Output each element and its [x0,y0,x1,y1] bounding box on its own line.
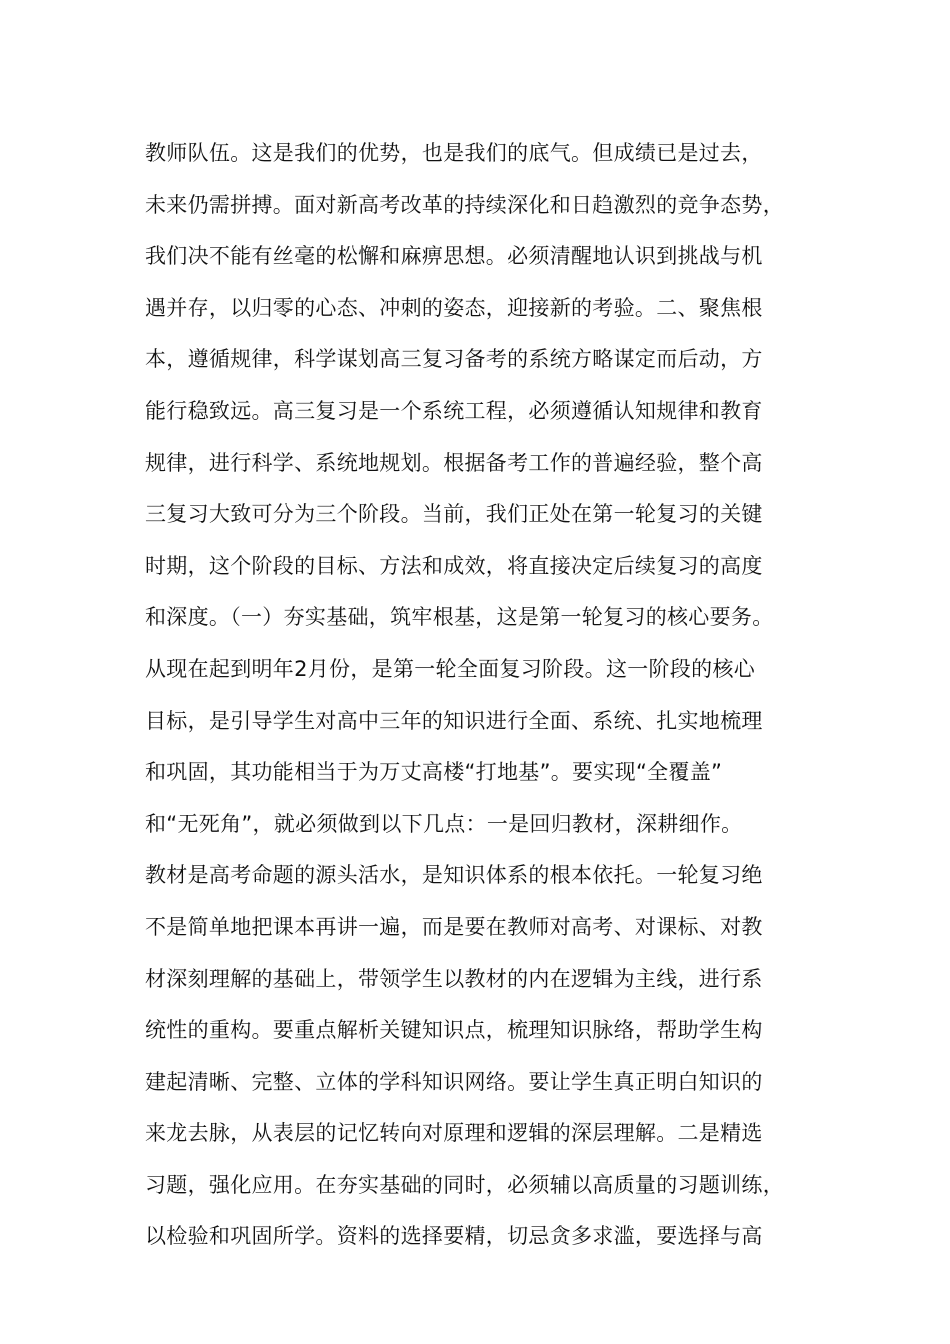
text-line: 三复习大致可分为三个阶段。当前，我们正处在第一轮复习的关键 [145,502,763,527]
text-line: 规律，进行科学、系统地规划。根据备考工作的普遍经验，整个高 [145,450,763,475]
text-line: 以检验和巩固所学。资料的选择要精，切忌贪多求滥，要选择与高 [145,1224,763,1249]
text-line: 教师队伍。这是我们的优势，也是我们的底气。但成绩已是过去， [145,141,763,165]
text-line: 遇并存，以归零的心态、冲刺的姿态，迎接新的考验。二、聚焦根 [145,295,763,320]
text-line: 统性的重构。要重点解析关键知识点，梳理知识脉络，帮助学生构 [145,1018,763,1043]
text-line: 习题，强化应用。在夯实基础的同时，必须辅以高质量的习题训练， [145,1172,784,1197]
text-line: 不是简单地把课本再讲一遍，而是要在教师对高考、对课标、对教 [145,914,763,939]
body-text [145,128,845,1263]
text-line: 和深度。（一）夯实基础，筑牢根基，这是第一轮复习的核心要务。 [145,605,774,630]
text-line: 时期，这个阶段的目标、方法和成效，将直接决定后续复习的高度 [145,553,763,578]
text-line: 本，遵循规律，科学谋划高三复习备考的系统方略谋定而后动，方 [145,347,763,372]
text-line: 从现在起到明年2月份，是第一轮全面复习阶段。这一阶段的核心 [145,656,756,681]
text-line: 和“无死角”，就必须做到以下几点：一是回归教材，深耕细作。 [145,811,743,836]
text-line: 来龙去脉，从表层的记忆转向对原理和逻辑的深层理解。二是精选 [145,1121,763,1146]
text-line: 能行稳致远。高三复习是一个系统工程，必须遵循认知规律和教育 [145,398,763,423]
text-line: 目标，是引导学生对高中三年的知识进行全面、系统、扎实地梳理 [145,708,763,733]
text-line: 建起清晰、完整、立体的学科知识网络。要让学生真正明白知识的 [145,1069,763,1094]
text-line: 我们决不能有丝毫的松懈和麻痹思想。必须清醒地认识到挑战与机 [145,244,763,269]
text-line: 教材是高考命题的源头活水，是知识体系的根本依托。一轮复习绝 [145,863,763,888]
text-line: 和巩固，其功能相当于为万丈高楼“打地基”。要实现“全覆盖” [145,760,723,785]
text-line: 材深刻理解的基础上，带领学生以教材的内在逻辑为主线，进行系 [145,966,763,991]
text-line: 未来仍需拼搏。面对新高考改革的持续深化和日趋激烈的竞争态势， [145,192,784,217]
